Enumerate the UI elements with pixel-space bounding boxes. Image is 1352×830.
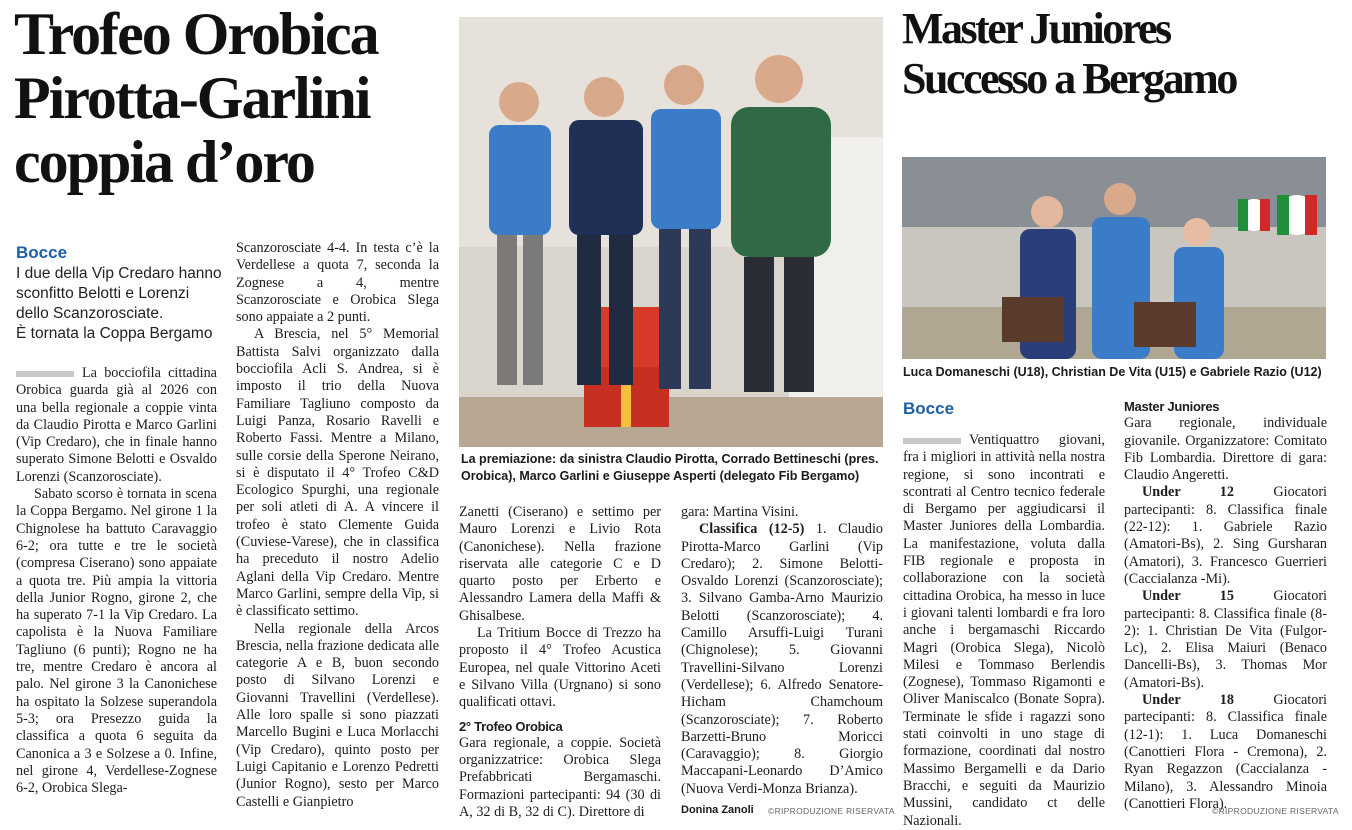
section-subhead: Master Juniores: [1124, 399, 1220, 414]
paragraph: La bocciofila cittadina Orobica guarda già al 2026 con una bella regionale a coppie vinta da Claudio Pirotta e Marco Garlini (Vip Credaro), che in finale hanno superato Simone Belotti e Osvaldo Lorenzi (Scanzorosciate).: [16, 365, 217, 485]
paragraph: Sabato scorso è tornata in scena la Coppa Bergamo. Nel girone 1 la Chignolese ha battuto Caravaggio 6-2; ora tutte e tre le società (compresa Ciserano) sono appaiate a quota tre. Più ampia la vittoria della Junior Rogno, girone 2, che ha superato 7-1 la Vip Credaro. La capolista è la Nuova Familiare Tagliuno (6 punti); Rogno ne ha tre, mentre Credaro è ancora al palo. Nel girone 3 la Canonichese ha ospitato la Solzese superandola 5-3; ora Presezzo guida la classifica a quota 6 seguita da Canonica a 3 e Solzese a 0. Infine, nel girone 4, Verdellese-Zognese 6-2, Orobica Slega-: [16, 486, 217, 797]
left-headline-line1: Trofeo Orobica: [14, 1, 378, 67]
right-headline-line1: Master Juniores: [902, 4, 1170, 53]
deck-line: È tornata la Coppa Bergamo: [16, 325, 213, 342]
deck-line: I due della Vip Credaro hanno: [16, 265, 222, 282]
paragraph: gara: Martina Visini.: [681, 504, 799, 520]
award-photo-caption: La premiazione: da sinistra Claudio Pirotta, Corrado Bettineschi (pres. Orobica), Marco Garlini e Giuseppe Asperti (delegato Fib Bergamo): [461, 452, 879, 483]
category-label: Under 15: [1142, 588, 1234, 605]
category-text: Giocatori partecipanti: 8. Classifica finale (8-2): 1. Christian De Vita (Fulgor-Lc), 2. Elisa Maiuri (Benaco Dancelli-Bs), 3. Thomas Mor (Amatori-Bs).: [1124, 588, 1327, 691]
right-article-col1: [903, 432, 1105, 830]
ranking-text: 1. Claudio Pirotta-Marco Garlini (Vip Credaro); 2. Simone Belotti-Osvaldo Lorenzi (Scanzorosciate); 3. Silvano Gamba-Arno Maurizio Belotti (Scanzorosciate); 4. Camillo Arsuffi-Luigi Turani (Chignolese); 5. Giovanni Travellini-Silvano Lorenzi (Verdellese); 6. Alfredo Senatore-Hicham Chamchoum (Scanzorosciate); 7. Roberto Barzetti-Bruno Moricci (Caravaggio); 8. Giorgio Maccapani-Leonardo D’Amico (Nuova Verdi-Monza Brianza).: [681, 521, 883, 797]
deck-line: dello Scanzorosciate.: [16, 305, 164, 322]
copyright-right: ©RIPRODUZIONE RISERVATA: [1212, 806, 1339, 816]
paragraph: Gara regionale, a coppie. Società organizzatrice: Orobica Slega Prefabbricati Bergamaschi. Formazioni partecipanti: 94 (30 di A, 32 di B, 32 di C). Direttore di: [459, 734, 661, 821]
ranking-label: Classifica (12-5): [699, 521, 805, 538]
deck-line: sconfitto Belotti e Lorenzi: [16, 285, 190, 302]
right-headline-line2: Successo a Bergamo: [902, 54, 1236, 103]
section-rule: [16, 371, 74, 377]
left-article-col4: [681, 504, 883, 819]
paragraph: Nella regionale della Arcos Brescia, nella frazione dedicata alle categorie A e B, buon secondo posto di Silvano Lorenzi e Giovanni Travellini (Verdellese). Alle loro spalle si sono piazzati Marcello Bugini e Luca Morlacchi (Vip Credaro), quinto posto per Luigi Capitanio e Lorenzo Pedretti (Junior Rogno), sesto per Marco Castelli e Gianpietro: [236, 620, 439, 810]
section-subhead: 2° Trofeo Orobica: [459, 718, 563, 734]
left-headline-line2: Pirotta-Garlini: [14, 65, 370, 131]
byline: Donina Zanoli: [681, 804, 754, 817]
section-rule: [903, 438, 961, 444]
left-kicker: Bocce: [16, 243, 68, 262]
paragraph: A Brescia, nel 5° Memorial Battista Salvi organizzato dalla bocciofila Acli S. Andrea, si è imposto il trio della Nuova Familiare Tagliuno composto da Luigi Panza, Rosario Ravelli e Roberto Fassi. Mentre a Milano, sulle corsie della Sperone Neirano, si è disputato il 4° Trofeo C&D Ecologico Spurghi, una regionale per soli atleti di A. A vincere il trofeo è stato Clemente Guida (Cuviese-Varese), che in classifica ha preceduto il nostro Adelio Aglani della Vip Credaro. Mentre Marco Garlini, sempre della Vip, si è classificato settimo.: [236, 326, 439, 620]
left-article-col2: [236, 240, 439, 811]
category-label: Under 12: [1142, 484, 1234, 501]
paragraph: Scanzorosciate 4-4. In testa c’è la Verdellese a quota 7, seconda la Zognese a 4, mentre Scanzorosciate e Orobica Slega sono appaiate a 2 punti.: [236, 240, 439, 326]
left-headline-line3: coppia d’oro: [14, 129, 314, 195]
award-photo: [459, 17, 883, 447]
right-kicker: Bocce: [903, 399, 955, 418]
juniors-photo: [902, 157, 1326, 359]
left-headline: [14, 2, 454, 194]
copyright-left: ©RIPRODUZIONE RISERVATA: [768, 806, 895, 816]
paragraph: Gara regionale, individuale giovanile. Organizzatore: Comitato Fib Lombardia. Direttore di gara: Claudio Angeretti.: [1124, 415, 1327, 484]
left-deck: [16, 264, 231, 344]
paragraph: La Tritium Bocce di Trezzo ha proposto il 4° Trofeo Acustica Europea, nel quale Vittorino Aceti e Silvano Villa (Urgnano) si sono qualificati ottavi.: [459, 625, 661, 711]
juniors-photo-caption: Luca Domaneschi (U18), Christian De Vita (U15) e Gabriele Razio (U12): [903, 365, 1322, 379]
category-text: Giocatori partecipanti: 8. Classifica finale (22-12): 1. Gabriele Razio (Amatori-Bs), 2. Sing Gursharan (Amatori), 3. Francesco Guerrieri (Caccialanza -Mi).: [1124, 484, 1327, 587]
right-article-col2: [1124, 398, 1327, 813]
category-label: Under 18: [1142, 692, 1234, 709]
left-article-col1: [16, 365, 217, 797]
left-article-col3: [459, 504, 661, 821]
paragraph: Ventiquattro giovani, fra i migliori in attività nella nostra regione, si sono incontrati e scontrati al Centro tecnico federale di Bergamo per aggiudicarsi il Master Juniores della Lombardia. La manifestazione, voluta dalla FIB regionale e proposta in collaborazione con la società cittadina Orobica, ha messo in luce i giovani talenti lombardi e fra loro anche i bergamaschi Riccardo Magri (Orobica Slega), Nicolò Milesi e Tommaso Berlendis (Zognese), Tommaso Rigamonti e Oliver Maniscalco (Bonate Sopra). Terminate le sfide i ragazzi sono stati coinvolti in uno stage di formazione, coordinati dal nostro Massimo Bergamelli e da Dario Bracchi, e seguiti da Maurizio Mussini, candidato ct delle Nazionali.: [903, 432, 1105, 829]
category-text: Giocatori partecipanti: 8. Classifica finale (12-1): 1. Luca Domaneschi (Canottieri Flora - Cremona), 2. Ryan Regazzon (Caccialanza - Milano), 3. Alessandro Minoia (Canottieri Flora).: [1124, 692, 1327, 812]
right-headline: [902, 4, 1342, 104]
paragraph: Zanetti (Ciserano) e settimo per Mauro Lorenzi e Livio Rota (Canonichese). Nella frazione riservata alle categorie C e D quarto posto per Erberto e Alessandro Lamera della Maffi & Ghisalbese.: [459, 504, 661, 624]
